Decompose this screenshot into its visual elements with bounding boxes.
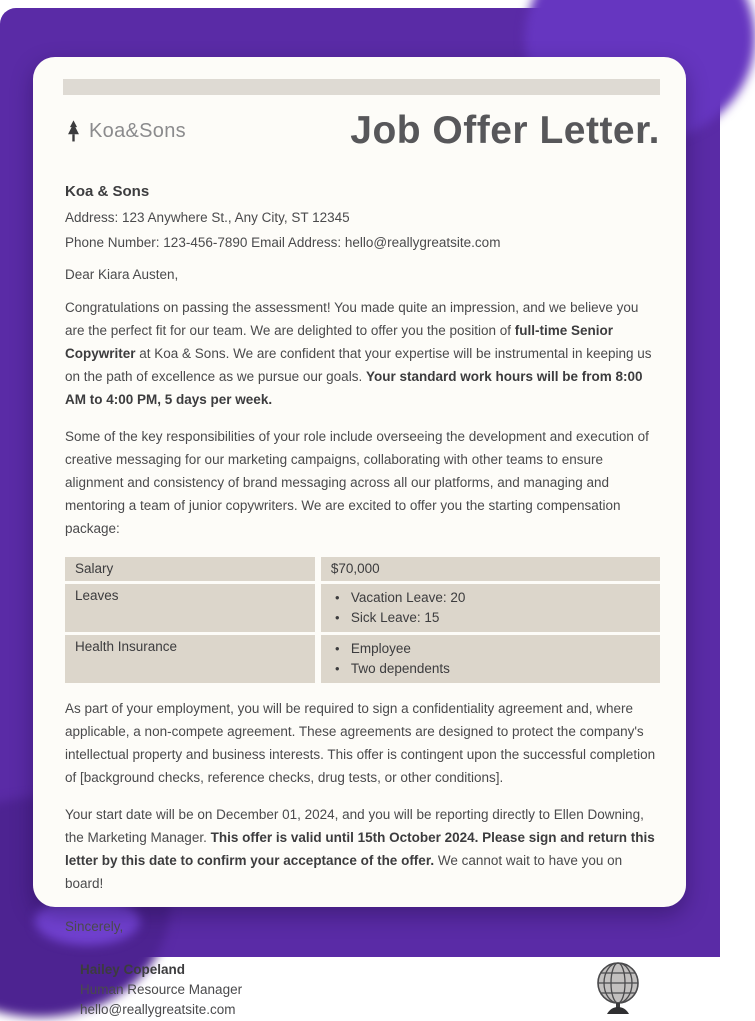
signer-name: Hailey Copeland <box>80 962 186 977</box>
list-item: ● Two dependents <box>331 659 650 679</box>
leaves-list <box>331 588 650 627</box>
health-insurance-list <box>331 639 650 678</box>
list-item: ● Sick Leave: 15 <box>331 608 650 628</box>
list-item: ● Employee <box>331 639 650 659</box>
table-row-salary <box>65 557 660 584</box>
letter-header <box>65 104 660 158</box>
globe-icon <box>594 958 642 1021</box>
paragraph-responsibilities: Some of the key responsibilities of your role include overseeing the development and execution of creative messaging for our marketing campaigns, collaborating with other teams to ensure alignment and consistency of brand messaging across all our platforms, and managing and mentoring a team of junior copywriters. We are excited to offer you the starting compensation package: <box>65 429 649 536</box>
signer-email: hello@reallygreatsite.com <box>80 1002 236 1017</box>
letterhead-band <box>63 79 660 95</box>
paragraph-text: Your start date will be on December 01, 2024, and you will be reporting directly to Ellen Downing, the Marketing Manager. <box>65 807 644 845</box>
company-address: Address: 123 Anywhere St., Any City, ST 12345 <box>65 210 350 225</box>
table-cell-label: Health Insurance <box>65 635 321 683</box>
paragraph-text: at Koa & Sons. We are confident that your expertise will be instrumental in keeping us on the path of excellence as we pursue our goals. <box>65 346 652 384</box>
paragraph-agreements: As part of your employment, you will be required to sign a confidentiality agreement and, where applicable, a non-compete agreement. These agreements are designed to protect the company's intellectual property and business interests. This offer is contingent upon the successful completion of [background checks, reference checks, drug tests, or other conditions]. <box>65 701 656 785</box>
bold-validity-text: This offer is valid until 15th October 2024. Please sign and return this letter by this date to confirm your acceptance of the offer. <box>65 830 655 868</box>
table-cell-label: Leaves <box>65 584 321 635</box>
paragraph-text: Congratulations on passing the assessment! You made quite an impression, and we believe you are the perfect fit for our team. We are delighted to offer you the position of <box>65 300 639 338</box>
paragraph-offer <box>65 296 660 411</box>
paragraph-start-date <box>65 803 660 895</box>
salutation: Dear Kiara Austen, <box>65 267 179 282</box>
signature-row <box>65 962 660 1021</box>
page-title: Job Offer Letter. <box>350 109 660 152</box>
table-row-health-insurance <box>65 635 660 683</box>
signature-block <box>65 962 242 1017</box>
brand-name: Koa&Sons <box>89 119 186 142</box>
paragraph-text: We cannot wait to have you on board! <box>65 853 623 891</box>
bold-position-text: full-time Senior Copywriter <box>65 323 614 361</box>
table-cell-value <box>321 635 660 683</box>
list-item: ● Vacation Leave: 20 <box>331 588 650 608</box>
compensation-table <box>65 557 660 683</box>
signer-role: Human Resource Manager <box>80 982 243 997</box>
bold-work-hours-text: Your standard work hours will be from 8:00 AM to 4:00 PM, 5 days per week. <box>65 369 643 407</box>
brand-logo <box>65 118 186 144</box>
table-cell-value <box>321 584 660 635</box>
tree-logo-icon <box>65 118 82 144</box>
closing: Sincerely, <box>65 919 124 934</box>
company-name: Koa & Sons <box>65 183 150 200</box>
table-cell-value: $70,000 <box>321 557 660 584</box>
offer-letter-page <box>33 57 686 1017</box>
table-row-leaves <box>65 584 660 635</box>
company-phone-email: Phone Number: 123-456-7890 Email Address: hello@reallygreatsite.com <box>65 235 501 250</box>
company-block <box>65 183 660 250</box>
table-cell-label: Salary <box>65 557 321 584</box>
